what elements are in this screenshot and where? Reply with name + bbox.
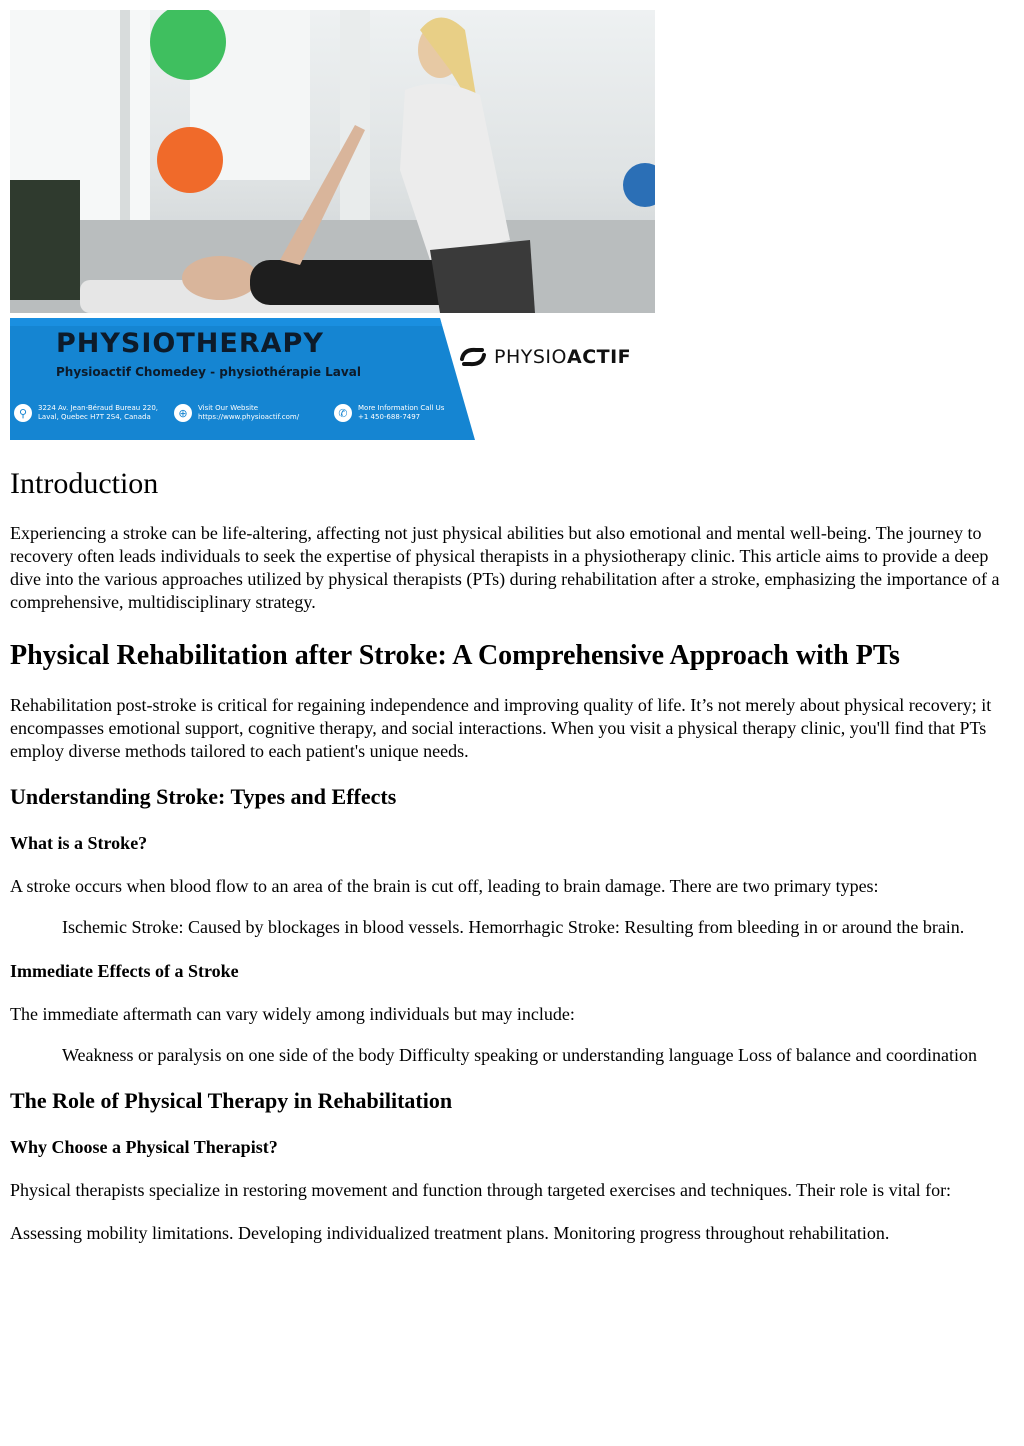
- effects-list: Weakness or paralysis on one side of the body Difficulty speaking or understanding language Loss of balance and coordination: [62, 1045, 977, 1065]
- role-heading: The Role of Physical Therapy in Rehabilitation: [10, 1088, 453, 1113]
- what-paragraph: A stroke occurs when blood flow to an area of the brain is cut off, leading to brain damage. There are two primary types:: [10, 876, 879, 896]
- intro-heading: Introduction: [10, 467, 159, 500]
- website-contact[interactable]: [174, 404, 299, 422]
- intro-paragraph: Experiencing a stroke can be life-altering, affecting not just physical abilities but also emotional and mental well-being. The journey to recovery often leads individuals to seek the expertise of physical therapists in a physiotherapy clinic. This article aims to provide a deep dive into the various approaches utilized by physical therapists (PTs) during rehabilitation after a stroke, emphasizing the importance of a comprehensive, multidisciplinary strategy.: [10, 523, 1000, 612]
- main-heading: Physical Rehabilitation after Stroke: A Comprehensive Approach with PTs: [10, 640, 900, 671]
- address-contact: [14, 404, 173, 422]
- why-heading: Why Choose a Physical Therapist?: [10, 1137, 278, 1157]
- banner-title: PHYSIOTHERAPY: [56, 328, 324, 359]
- logo-bold-text: ACTIF: [566, 346, 632, 368]
- phone-number[interactable]: +1 450-688-7497: [358, 413, 421, 421]
- effects-heading: Immediate Effects of a Stroke: [10, 961, 239, 981]
- banner-subtitle: Physioactif Chomedey - physiothérapie Laval: [56, 365, 361, 379]
- vital-list: Assessing mobility limitations. Developing individualized treatment plans. Monitoring progress throughout rehabilitation.: [10, 1223, 890, 1243]
- call-label: More Information Call Us: [358, 404, 445, 412]
- phone-icon: ✆: [334, 404, 352, 422]
- location-pin-icon: ⚲: [14, 404, 32, 422]
- website-label: Visit Our Website: [198, 404, 259, 412]
- address-text: 3224 Av. Jean-Béraud Bureau 220, Laval, Quebec H7T 2S4, Canada: [38, 404, 159, 421]
- why-paragraph: Physical therapists specialize in restoring movement and function through targeted exercises and techniques. Their role is vital for:: [10, 1180, 952, 1200]
- clinic-banner: [10, 318, 655, 440]
- physioactif-logo: [458, 346, 631, 368]
- therapy-photo: [10, 10, 655, 313]
- what-heading: What is a Stroke?: [10, 833, 148, 853]
- understanding-heading: Understanding Stroke: Types and Effects: [10, 784, 397, 809]
- logo-swirl-icon: [458, 347, 488, 367]
- effects-paragraph: The immediate aftermath can vary widely among individuals but may include:: [10, 1004, 575, 1024]
- therapy-photo-illustration: [10, 10, 655, 313]
- article: [10, 444, 1014, 1245]
- phone-contact[interactable]: [334, 404, 444, 422]
- website-url[interactable]: https://www.physioactif.com/: [198, 413, 300, 421]
- logo-regular-text: PHYSIO: [494, 346, 567, 368]
- stroke-types-list: Ischemic Stroke: Caused by blockages in blood vessels. Hemorrhagic Stroke: Resulting from bleeding in or around the brain.: [62, 917, 965, 937]
- globe-icon: ⊕: [174, 404, 192, 422]
- main-paragraph: Rehabilitation post-stroke is critical for regaining independence and improving quality of life. It’s not merely about physical recovery; it encompasses emotional support, cognitive therapy, and social interactions. When you visit a physical therapy clinic, you'll find that PTs employ diverse methods tailored to each patient's unique needs.: [10, 695, 992, 761]
